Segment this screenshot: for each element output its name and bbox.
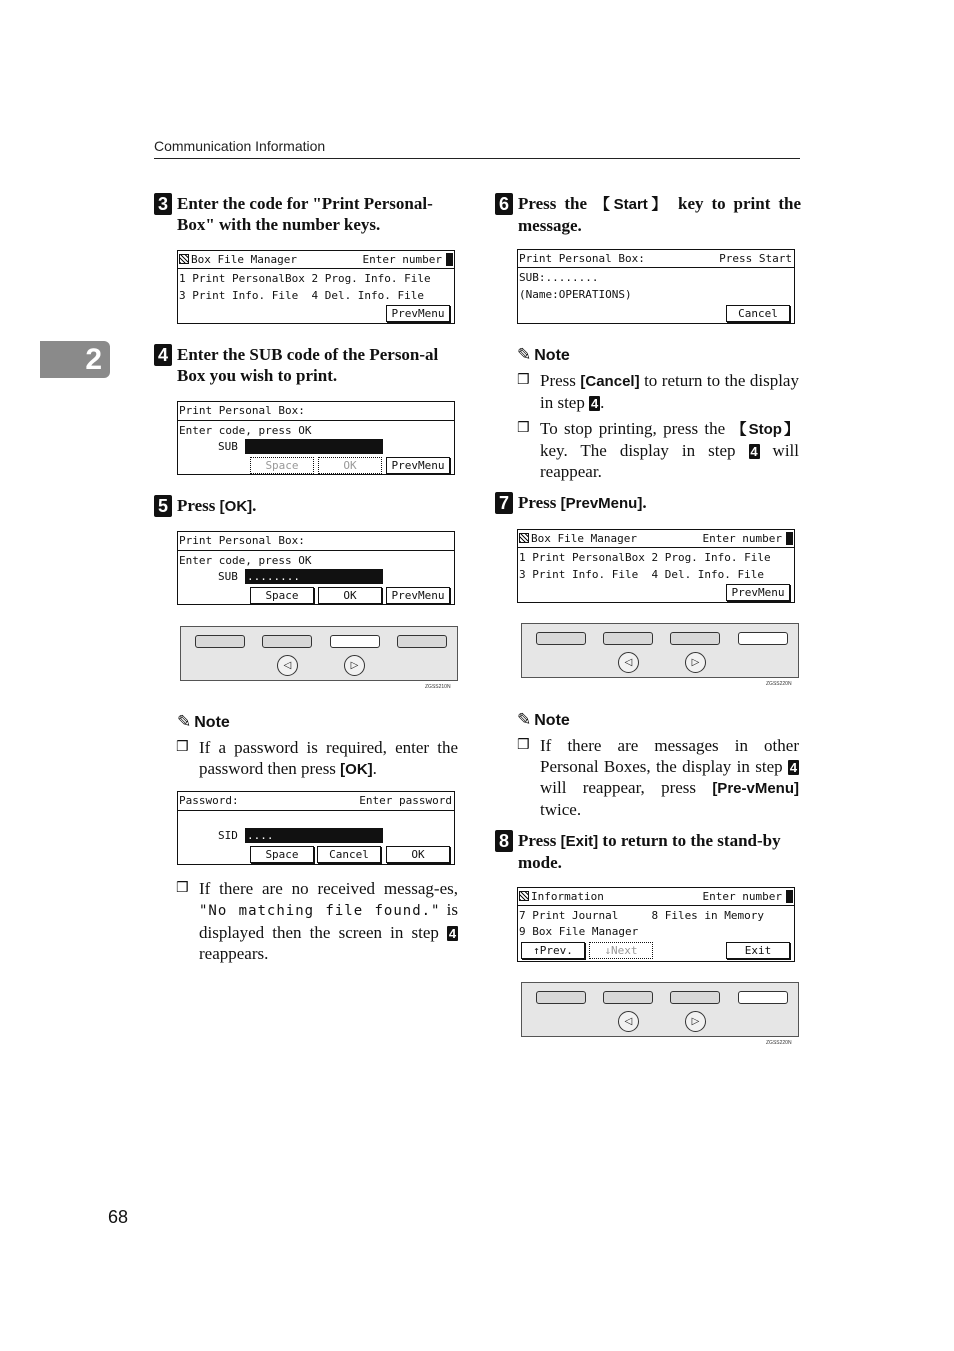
sub-code-field[interactable]: ........ [245, 569, 383, 584]
box-icon [179, 254, 189, 264]
box-icon [519, 533, 529, 543]
ok-button[interactable]: OK [318, 457, 382, 474]
note-heading: ✎ Note [177, 712, 230, 732]
lcd-cursor [446, 253, 453, 266]
arrow-left-icon[interactable]: ◁ [618, 1011, 639, 1032]
sub-code-field[interactable] [245, 439, 383, 454]
pencil-icon: ✎ [517, 710, 532, 730]
lcd-label: SID [218, 829, 238, 842]
chapter-number: 2 [85, 343, 102, 376]
lcd-line: SUB:........ [519, 271, 599, 284]
function-key[interactable] [738, 632, 788, 645]
pencil-icon: ✎ [177, 712, 192, 732]
step-ref: 4 [789, 760, 798, 775]
arrow-left-icon[interactable]: ◁ [277, 655, 298, 676]
lcd-hint: Press Start [719, 252, 792, 265]
space-button[interactable]: Space [250, 846, 314, 863]
lcd-hint: Enter number [702, 532, 782, 545]
lcd-label: SUB [218, 440, 238, 453]
checkbox-icon: ❒ [517, 737, 530, 753]
lcd-line: (Name:OPERATIONS) [519, 288, 632, 301]
lcd-title: Password: [179, 794, 239, 807]
page-number: 68 [108, 1207, 129, 1227]
step-ref: 4 [750, 444, 758, 459]
checkbox-icon: ❒ [176, 880, 189, 896]
function-key[interactable] [536, 632, 586, 645]
lcd-box-file-manager [177, 250, 455, 324]
note-heading: ✎ Note [517, 345, 570, 365]
arrow-left-icon[interactable]: ◁ [618, 652, 639, 673]
note-heading: ✎ Note [517, 710, 570, 730]
step-text: Press the 【Start】 key to print the message. [518, 194, 801, 235]
header-rule [154, 158, 800, 159]
lcd-line: 3 Print Info. File 4 Del. Info. File [519, 568, 765, 581]
lcd-cursor [786, 532, 793, 545]
checkbox-icon: ❒ [176, 739, 189, 755]
arrow-right-icon[interactable]: ▷ [685, 1011, 706, 1032]
figure-code: ZGSS220N [766, 681, 792, 687]
function-key[interactable] [195, 635, 245, 648]
lcd-line: 3 Print Info. File 4 Del. Info. File [179, 289, 425, 302]
space-button[interactable]: Space [250, 457, 314, 474]
lcd-enter-sub-empty [177, 401, 455, 475]
control-panel [180, 626, 458, 681]
exit-button[interactable]: Exit [726, 942, 790, 959]
password-field[interactable]: .... [245, 828, 383, 843]
ok-button[interactable]: OK [318, 587, 382, 604]
step-number: 5 [154, 495, 172, 517]
prevmenu-button[interactable]: PrevMenu [386, 457, 450, 474]
figure-code: ZGSS220N [766, 1040, 792, 1046]
prevmenu-button[interactable]: PrevMenu [386, 305, 450, 322]
step-number: 8 [495, 830, 513, 852]
ok-button[interactable]: OK [386, 846, 450, 863]
function-key[interactable] [603, 632, 653, 645]
step-number: 4 [154, 344, 172, 366]
note-item: ❒ To stop printing, press the 【Stop】 key. The display in step 4 will reappear. [517, 419, 799, 481]
prevmenu-button[interactable]: PrevMenu [386, 587, 450, 604]
cancel-button[interactable]: Cancel [317, 846, 381, 863]
lcd-hint: Enter number [362, 253, 442, 266]
step-text: Press [PrevMenu]. [518, 493, 647, 512]
prev-button[interactable]: ↑Prev. [521, 942, 585, 959]
prevmenu-button[interactable]: PrevMenu [726, 584, 790, 601]
cancel-button[interactable]: Cancel [726, 305, 790, 322]
figure-code: ZGSS210N [425, 684, 451, 690]
control-panel [521, 623, 799, 678]
note-item: ❒ Press [Cancel] to return to the display in step 4 . [517, 371, 799, 412]
lcd-title: Print Personal Box: [179, 404, 305, 417]
lcd-line: Enter code, press OK [179, 424, 312, 437]
lcd-title: Box File Manager [519, 532, 637, 545]
arrow-right-icon[interactable]: ▷ [685, 652, 706, 673]
lcd-title: Print Personal Box: [519, 252, 645, 265]
lcd-information [517, 887, 795, 962]
step-text: Enter the SUB code of the Person-al Box you wish to print. [177, 345, 439, 385]
checkbox-icon: ❒ [517, 420, 530, 436]
function-key[interactable] [397, 635, 447, 648]
lcd-title: Information [519, 890, 604, 903]
lcd-line: Enter code, press OK [179, 554, 312, 567]
lcd-box-file-manager [517, 529, 795, 603]
lcd-label: SUB [218, 570, 238, 583]
lcd-line: 1 Print PersonalBox 2 Prog. Info. File [179, 272, 431, 285]
lcd-hint: Enter number [702, 890, 782, 903]
running-header: Communication Information [154, 138, 326, 154]
pencil-icon: ✎ [517, 345, 532, 365]
note-item: ❒ If there are messages in other Personal Boxes, the display in step 4 will reappear, press [Pre-vMenu] twice. [517, 736, 799, 819]
function-key[interactable] [330, 635, 380, 648]
function-key[interactable] [262, 635, 312, 648]
step-number: 6 [495, 193, 513, 215]
lcd-hint: Enter password [359, 794, 452, 807]
function-key[interactable] [670, 632, 720, 645]
arrow-right-icon[interactable]: ▷ [344, 655, 365, 676]
note-item: ❒ If a password is required, enter the password then press [OK]. [176, 738, 458, 778]
space-button[interactable]: Space [250, 587, 314, 604]
ok-key: [OK] [219, 498, 253, 515]
next-button[interactable]: ↓Next [589, 942, 653, 959]
function-key[interactable] [738, 991, 788, 1004]
start-key: 【Start】 [594, 196, 671, 213]
lcd-title: Box File Manager [179, 253, 297, 266]
step-text: Enter the code for "Print Personal-Box" with the number keys. [177, 194, 433, 234]
step-ref: 4 [590, 396, 599, 411]
step-text: Press [OK]. [177, 496, 257, 515]
lcd-enter-sub-filled [177, 531, 455, 605]
lcd-title: Print Personal Box: [179, 534, 305, 547]
step-text: Press [Exit] to return to the stand-by mode. [518, 831, 781, 872]
function-key[interactable] [603, 991, 653, 1004]
checkbox-icon: ❒ [517, 372, 530, 388]
lcd-press-start [517, 249, 795, 324]
chapter-tab [40, 341, 110, 378]
prevmenu-key: [PrevMenu] [560, 495, 643, 512]
step-number: 7 [495, 492, 513, 514]
lcd-password [177, 791, 455, 865]
function-key[interactable] [536, 991, 586, 1004]
step-ref: 4 [448, 926, 457, 941]
step-number: 3 [154, 193, 172, 215]
lcd-cursor [786, 890, 793, 903]
lcd-line: 9 Box File Manager [519, 925, 639, 938]
lcd-line: 1 Print PersonalBox 2 Prog. Info. File [519, 551, 771, 564]
control-panel [521, 982, 799, 1037]
info-icon [519, 891, 529, 901]
function-key[interactable] [670, 991, 720, 1004]
lcd-line: 7 Print Journal 8 Files in Memory [519, 909, 765, 922]
note-item: ❒ If there are no received messag-es, "No matching file found." is displayed then the screen in step 4 reappears. [176, 879, 458, 963]
exit-key: [Exit] [560, 833, 599, 850]
